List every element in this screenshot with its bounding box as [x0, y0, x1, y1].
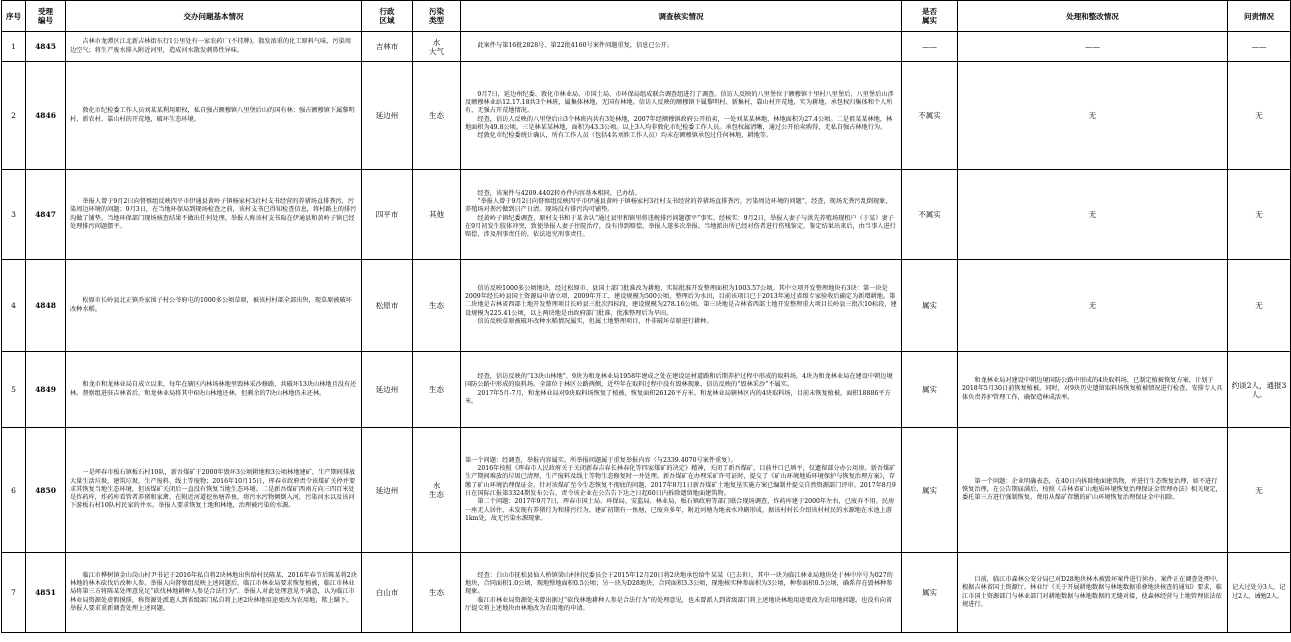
cell-verified: 不属实 — [902, 62, 958, 170]
table-row — [2, 62, 1291, 170]
cell-region: 延边州 — [362, 428, 413, 553]
col-header-problem: 交办问题基本情况 — [66, 1, 362, 32]
col-header-seq: 序号 — [2, 1, 26, 32]
cell-region: 四平市 — [362, 170, 413, 260]
cell-handling: 目前，临江市森林公安分局已对D28地块林木被毁坏案件进行侦办，案件正在调查处理中。 根据吉林省国土资源厅、林业厅《关于开展耕地数据与林地数据重叠地块核查的通知》要求，临江市国土资源部门与林业部门对耕地数据与林地数据的无缝对接，使森林经营与土地管理依法依规进行。 — [958, 553, 1228, 633]
cell-investigation: 经查：白山市抚松县仙人桥镇梁山村村民委员会于2015年12月20日将2块地承包给牛某某（已去世），其中一块为临江林业局地块处于林中序号为027的地块，合同面积1.0公顷，现地整地面积0.5公顷；另一块为D28地块，合同面积3.3公顷，现地核实种参面积为3公顷，种参面积0.5公顷，确系存在毁林种参现象。 临江市林业局资源处未曾出据过“砍伐林地耕种人参是合法行为”的处理意见，也未曾派人到省级部门将上述地块林地用途更改为农用地问题。也没有向省厅提交将上述地块由林地改为农用地的申请。 — [461, 553, 902, 633]
cell-pollution: 生态 — [413, 352, 461, 428]
col-header-investigation: 调查核实情况 — [461, 1, 902, 32]
cell-acc-no: 4848 — [26, 260, 66, 352]
cell-problem: 举报人曾于9月2日向督察组反映四平市伊通县黄岭子镇杨家村3社村支书经营的养猪场直排粪污，污染周边环境的问题；9月3日，在当地环保局到现场检查之前，该村支书已得知检查信息，将村路上的排污沟做了铺垫。当地环保部门现场核查结果不做出任何处理。举报人称该村支书取在伊通县和黄岭子镇已经处理排污问题摆平。 — [66, 170, 362, 260]
cell-investigation: 经查，信访反映的“13块山林地”，9块为和龙林业局1958年建成之处在建设运材道路和后期养护过程中形成的取料场，4块为和龙林业局在建设中朝边境国防公路中形成的取料场。全部位于林区公路两侧，近些年在取料过程中没有毁林现象，信访反映的“毁林采沙”不属实。 2017年5月-7月，和龙林业局对9块取料场恢复了植被，恢复面积26126平方米。和龙林业局辖林区内的4块取料场，目前未恢复植被，面积18886平方米。 — [461, 352, 902, 428]
cell-accountability: —— — [1228, 32, 1291, 62]
cell-seq: 4 — [2, 260, 26, 352]
cell-acc-no: 4847 — [26, 170, 66, 260]
cell-seq: 2 — [2, 62, 26, 170]
cell-seq: 7 — [2, 553, 26, 633]
cell-pollution: 生态 — [413, 553, 461, 633]
cell-handling: 无 — [958, 170, 1228, 260]
cell-acc-no: 4850 — [26, 428, 66, 553]
cell-handling: 第一个问题：企业明确表态，在40日内拆除地面建筑物，并进行生态恢复治理，如不进行恢复治理，在公告期届满后，按照《吉林省矿山地质环境恢复治理保证金管理办法》相关规定，委托第三方进行强制恢复，费用从煤矿存缴的矿山环境恢复治理保证金中扣除。 — [958, 428, 1228, 553]
cell-handling: 无 — [958, 62, 1228, 170]
cell-seq: 3 — [2, 170, 26, 260]
col-header-accountability: 问责情况 — [1228, 1, 1291, 32]
cell-acc-no: 4851 — [26, 553, 66, 633]
cell-verified: 属实 — [902, 260, 958, 352]
cell-seq: 6 — [2, 428, 26, 553]
cell-handling: —— — [958, 32, 1228, 62]
cell-verified: 属实 — [902, 352, 958, 428]
cell-handling: 和龙林业局对建设中朝边境国防公路中形成的4块取料场，已制定植被恢复方案，计划于2018年5月30日前恢复植被。同时，对9块历史遗留取料场恢复植被情况进行检查，安排专人具体负责养护管理工作，确保造林成活率。 — [958, 352, 1228, 428]
cell-investigation: 经查，该案件与4209.4402转办件内容基本相同，已办结。 “举报人曾于9月2日向督察组反映四平市伊通县黄岭子镇杨家村3社村支书经营的养猪场直排粪污，污染周边环境的问题”，经查，现场无粪污乱倒现象，养殖场对粪污做到日产日清。现场没有排污沟可铺垫。 经黄岭子镇纪委调查，原村支书和于某舍认“通过县里和镇里将违规排污问题摆平”事实。经核实：9月2日，举报人妻子与洪先养殖场现租户（于某）妻子在9月初发生肢体冲突，致使举报人妻子住院治疗，没有得到赔偿，举报人遂多次举报。当地派出所已经对伤者进行伤残鉴定，鉴定结果出来后，由当事人进行赔偿，涉及刑事责任的，依法追究刑事责任。 — [461, 170, 902, 260]
cell-problem: 敦化市纪检委工作人员刘某某利用职权，私自强占额穆镇八里堡后山的国有林；强占额穆镇下属黎明村、新农村、靠山村的开荒地，破坏生态环境。 — [66, 62, 362, 170]
cell-accountability: 无 — [1228, 62, 1291, 170]
col-header-handling: 处理和整改情况 — [958, 1, 1228, 32]
cell-handling: 无 — [958, 260, 1228, 352]
cell-problem: 一是珲春市板石镇板石村10队，新吾煤矿于2000年毁坏3公顷耕地和3公顷林地建矿，生产期间排放大量生活垃圾，建筑垃圾，生产废料，线土等废物；2016年10月15日，珲春市政府责令该煤矿关停并要求其恢复当地生态环境，但该煤矿关闭后一直没有恢复当地生态环境。二是新吾煤矿西南方向三四百米处是炸药库，炸药库看管者养猪和家禽，在附近河道挖鱼塘养鱼，将污水污物倾倒入河，污染河水以及该河下游板石村10队村民家的井水。举报人要求恢复土地和林地，治理被污染的水源。 — [66, 428, 362, 553]
cell-pollution: 水 生态 — [413, 428, 461, 553]
cell-accountability: 无 — [1228, 170, 1291, 260]
cell-pollution: 其他 — [413, 170, 461, 260]
cell-investigation: 9月7日，延边州纪委、敦化市林业局、市国土局、市环保局组成联合调查组进行了调查。信访人反映的八里堡位于额穆镇十里村八里堡后，八里堡后山涉及额穆林业站12.17.18共3个林班，属集体林地，无国有林地。信访人反映的额穆镇下属黎明村、新集村、靠山村开荒地，实为耕地，承包权归集体和个人所有，无强占开荒地情况。 经查，信访人反映的八里堡后山3个林班内共有3处林地，2007年经额穆镇政府公开拍卖，一处刘某某林地，林地面积为27.4公顷。二是祖某某林地，林地面积为49.8公顷。三是林某某林地，面积为43.3公顷。以上3人均非敦化市纪检委工作人员。承包权属清晰，通过公开拍卖购得，无私自强占林地行为。 经敦化市纪检委统计确认，所有工作人员（包括4名刘姓工作人员）均未在额穆镇承包过任何林地、耕地等。 — [461, 62, 902, 170]
cell-pollution: 水 大气 — [413, 32, 461, 62]
cell-region: 吉林市 — [362, 32, 413, 62]
cell-region: 松原市 — [362, 260, 413, 352]
cell-seq: 1 — [2, 32, 26, 62]
table-row — [2, 428, 1291, 553]
cell-accountability: 记大过处分3人，记过2人，诫勉2人。 — [1228, 553, 1291, 633]
cell-region: 延边州 — [362, 62, 413, 170]
table-header-row — [2, 1, 1291, 32]
cell-verified: 不属实 — [902, 170, 958, 260]
cell-accountability: 约谈2人，通报3人。 — [1228, 352, 1291, 428]
cell-verified: 属实 — [902, 553, 958, 633]
cell-acc-no: 4846 — [26, 62, 66, 170]
table-row — [2, 32, 1291, 62]
table-row — [2, 170, 1291, 260]
case-table — [1, 0, 1291, 633]
cell-problem: 和龙市和龙林业局自成立以来，每年在辖区内林场林地里毁林采沙修路，共破坏13块山林地且没有还林。督察组进驻吉林省后，和龙林业局将其中6块山林地还林，但剩余的7块山林地仍未还林。 — [66, 352, 362, 428]
col-header-acc-no: 受理 编号 — [26, 1, 66, 32]
cell-acc-no: 4849 — [26, 352, 66, 428]
table-row — [2, 553, 1291, 633]
col-header-region: 行政 区域 — [362, 1, 413, 32]
table-row — [2, 352, 1291, 428]
cell-investigation: 第一个问题：经调查，举报内容属实。所举报问题属于重复举报内容（与2339.4070号案件重复）。 2016年按照《珲春市人民政府关于关闭新春吉春长林春化等四家煤矿的决定》精神，关闭了新吾煤矿，目前井口已填平，仅遗留部分办公用房。新吾煤矿生产期间堆放的垃圾已清理，生产废料及线土等物生态修复时一并处理。新吾煤矿在办理采矿许可证时，提交了《矿山环境地质环境保护与恢复治理方案》，存缴了矿山环境治理保证金。针对该煤矿至今生态恢复不彻底的问题，2017年8月1日新吾煤矿土地复垦实施方案已编制并提交自然资源部门评审。2017年8月9日在国际江报第3324期发布公告，责令该企业在公告告下达之日起60日内拆除遗留地面建筑物。 第二个问题：2017年9月7日，珲春市国土局、环保局、安监局、林业局、板石镇政府等部门联合现场调查，炸药库建于2000年左右，已废弃不用。民房一座无人居住，未发现有养猪行为和排污行为。建矿初期有一鱼塘，已废弃多年，附近河塘为地表水冲刷形成，据该村村长介绍该村村民的水源地在水池上游1km处，故无污染水源现象。 — [461, 428, 902, 553]
cell-problem: 松原市长岭县北正镇乔家围子村公爷府屯的1000多公顷草原，被该村村部全部出售，现草原被破坏改种水稻。 — [66, 260, 362, 352]
cell-verified: —— — [902, 32, 958, 62]
cell-accountability: 无 — [1228, 260, 1291, 352]
cell-region: 延边州 — [362, 352, 413, 428]
cell-acc-no: 4845 — [26, 32, 66, 62]
cell-pollution: 生态 — [413, 62, 461, 170]
cell-seq: 5 — [2, 352, 26, 428]
cell-region: 白山市 — [362, 553, 413, 633]
col-header-pollution: 污染 类型 — [413, 1, 461, 32]
cell-investigation: 信访反映1000多公顷地块，经过松原市、县国土部门批准改为耕地，实际批准开发整理面积为1003.57公顷。其中立项开发整理地块有3块：第一块是2009年经长岭县国土资源局申请立项，2009年开工，建设规模为500公顷，整理后为水田，目前该项目已于2013年通过省级专家验收后确定为新增耕地。第二块地是吉林省西部土地开发整理项目长岭县三批次四标段，建设规模为278.16公顷。第三块地是吉林省西部土地开发整理重大项目长岭县三批次10标段，建设规模为225.41公顷，以上两块地是由政府部门批准，批准整理后为旱田。 信访反映草原被破坏改种水稻情况属实，但属土地整理项目，并非破坏草原进行耕种。 — [461, 260, 902, 352]
table-row — [2, 260, 1291, 352]
cell-investigation: 此案件与第16批2828号、第22批4160号案件问题重复，信息已公开。 — [461, 32, 902, 62]
col-header-verified: 是否 属实 — [902, 1, 958, 32]
cell-problem: 吉林市龙潭区江北新吉林街东行1公里处有一家农药厂(不挂牌)，散发浓重的化工原料气味，污染周边空气；将生产废水排入附近河里，造成河水散发刺鼻性异味。 — [66, 32, 362, 62]
cell-problem: 临江市桦树镇金山岗山村尹书记于2016年私自将2块林地出售给村民陈某，2016年春节后陈某将2块林地的林木砍伐后改种人参。举报人向督察组反映上述问题后，临江市林业局要求恢复植被，临江市林业局将第三方将陈某处理意见足“砍伐林地耕种人参是合法行为”。举报人对此处理意见不满意，认为临江市林业局资源处虚假摸排，称资源处派遣人到省级部门私自将上述2块林地用途更改为农用地，欺上瞒下。举报人要求重新调查处理上述问题。 — [66, 553, 362, 633]
cell-pollution: 生态 — [413, 260, 461, 352]
cell-verified: 属实 — [902, 428, 958, 553]
cell-accountability: 无 — [1228, 428, 1291, 553]
